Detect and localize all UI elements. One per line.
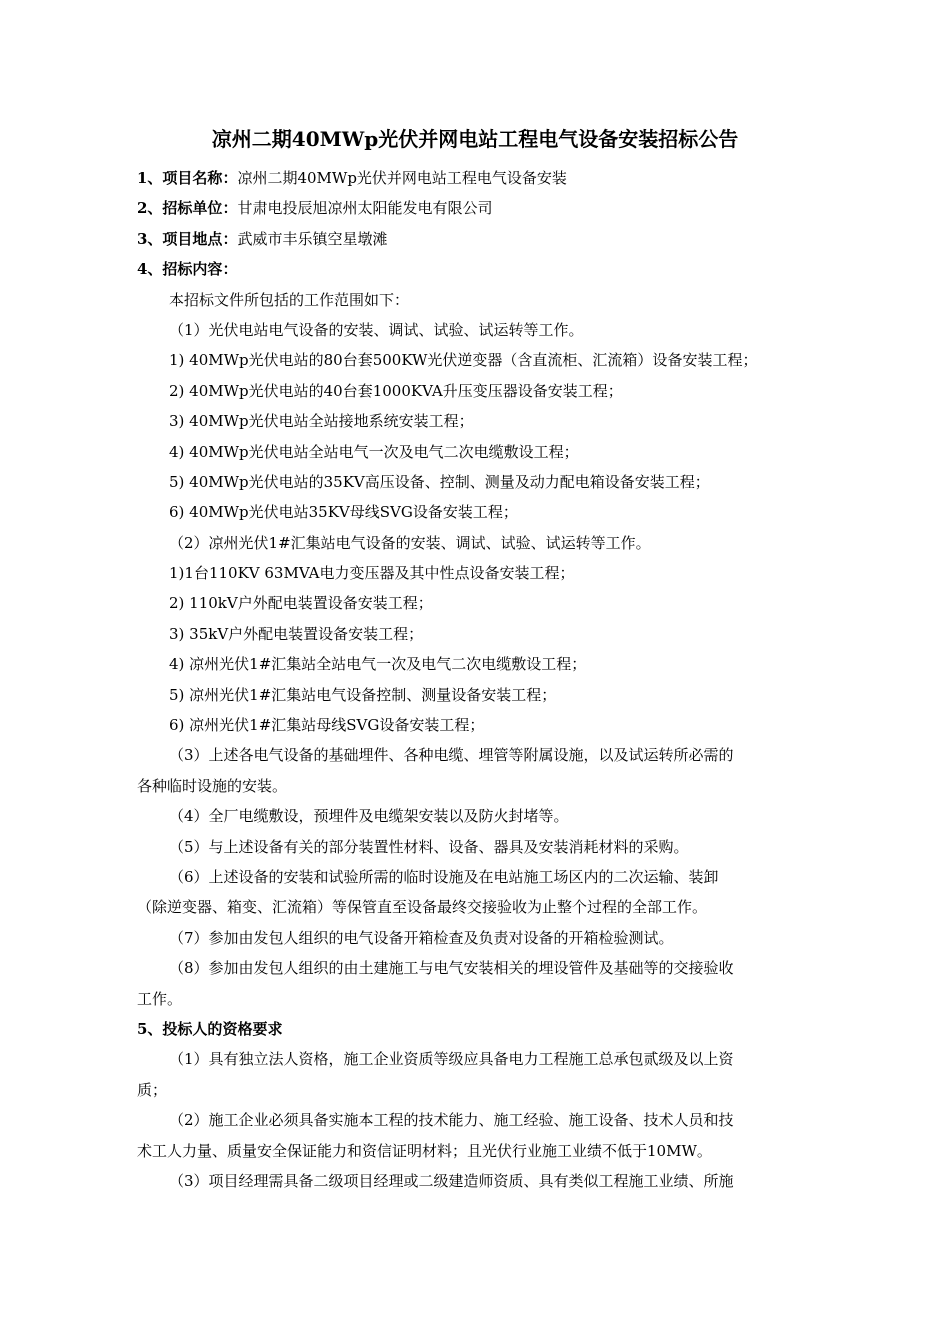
part6-line: （除逆变器、箱变、汇流箱）等保管直至设备最终交接验收为止整个过程的全部工作。 — [137, 898, 708, 917]
part7-line: （7）参加由发包人组织的电气设备开箱检查及负责对设备的开箱检验测试。 — [169, 928, 674, 947]
part2-heading: （2）凉州光伏1#汇集站电气设备的安装、调试、试验、试运转等工作。 — [169, 533, 651, 552]
part1-heading: （1）光伏电站电气设备的安装、调试、试验、试运转等工作。 — [169, 320, 584, 339]
part3-line: 各种临时设施的安装。 — [137, 776, 288, 795]
item-label: 2、招标单位： — [137, 199, 238, 218]
qualification-line: （2）施工企业必须具备实施本工程的技术能力、施工经验、施工设备、技术人员和技 — [169, 1111, 734, 1130]
qualification-line: 质； — [137, 1080, 168, 1099]
part1-item: 4) 40MWp光伏电站全站电气一次及电气二次电缆敷设工程； — [169, 442, 579, 461]
part1-item: 3) 40MWp光伏电站全站接地系统安装工程； — [169, 412, 474, 431]
part1-item: 5) 40MWp光伏电站的35KV高压设备、控制、测量及动力配电箱设备安装工程； — [169, 472, 710, 491]
item-label: 4、招标内容： — [137, 260, 238, 279]
item-tender-unit — [137, 193, 817, 223]
part2-item: 6) 凉州光伏1#汇集站母线SVG设备安装工程； — [169, 716, 485, 735]
item-project-location — [137, 224, 817, 254]
part8-line: （8）参加由发包人组织的由土建施工与电气安装相关的埋设管件及基础等的交接验收 — [169, 959, 734, 978]
part1-item: 2) 40MWp光伏电站的40台套1000KVA升压变压器设备安装工程； — [169, 381, 623, 400]
part1-item: 1) 40MWp光伏电站的80台套500KW光伏逆变器（含直流柜、汇流箱）设备安装工程； — [169, 351, 758, 370]
document-title: 凉州二期40MWp光伏并网电站工程电气设备安装招标公告 — [211, 127, 739, 151]
qualification-line: （3）项目经理需具备二级项目经理或二级建造师资质、具有类似工程施工业绩、所施 — [169, 1171, 734, 1190]
part2-item: 5) 凉州光伏1#汇集站电气设备控制、测量设备安装工程； — [169, 685, 557, 704]
item-tender-content — [137, 254, 817, 284]
item-value: 凉州二期40MWp光伏并网电站工程电气设备安装 — [237, 169, 567, 187]
part2-item: 4) 凉州光伏1#汇集站全站电气一次及电气二次电缆敷设工程； — [169, 655, 587, 674]
part6-line: （6）上述设备的安装和试验所需的临时设施及在电站施工场区内的二次运输、装卸 — [169, 867, 719, 886]
part3-line: （3）上述各电气设备的基础埋件、各种电缆、埋管等附属设施，以及试运转所必需的 — [169, 746, 734, 765]
item-label: 3、项目地点： — [137, 229, 238, 248]
item-value: 武威市丰乐镇空星墩滩 — [237, 229, 388, 248]
part2-item: 1)1台110KV 63MVA电力变压器及其中性点设备安装工程； — [169, 564, 575, 583]
part8-line: 工作。 — [137, 989, 183, 1008]
part5-line: （5）与上述设备有关的部分装置性材料、设备、器具及安装消耗材料的采购。 — [169, 837, 689, 856]
qualification-line: 术工人力量、质量安全保证能力和资信证明材料；且光伏行业施工业绩不低于10MW。 — [137, 1141, 712, 1160]
qualification-line: （1）具有独立法人资格，施工企业资质等级应具备电力工程施工总承包贰级及以上资 — [169, 1050, 734, 1069]
item-project-name — [137, 163, 817, 193]
content-intro: 本招标文件所包括的工作范围如下： — [169, 290, 410, 309]
part4-line: （4）全厂电缆敷设，预埋件及电缆架安装以及防火封堵等。 — [169, 807, 569, 826]
part2-item: 3) 35kV户外配电装置设备安装工程； — [169, 624, 424, 643]
part2-item: 2) 110kV户外配电装置设备安装工程； — [169, 594, 433, 613]
qualifications-heading: 5、投标人的资格要求 — [137, 1019, 283, 1038]
document-body — [137, 163, 817, 1196]
part1-item: 6) 40MWp光伏电站35KV母线SVG设备安装工程； — [169, 503, 518, 522]
item-value: 甘肃电投辰旭凉州太阳能发电有限公司 — [237, 199, 493, 218]
item-label: 1、项目名称： — [137, 169, 238, 187]
